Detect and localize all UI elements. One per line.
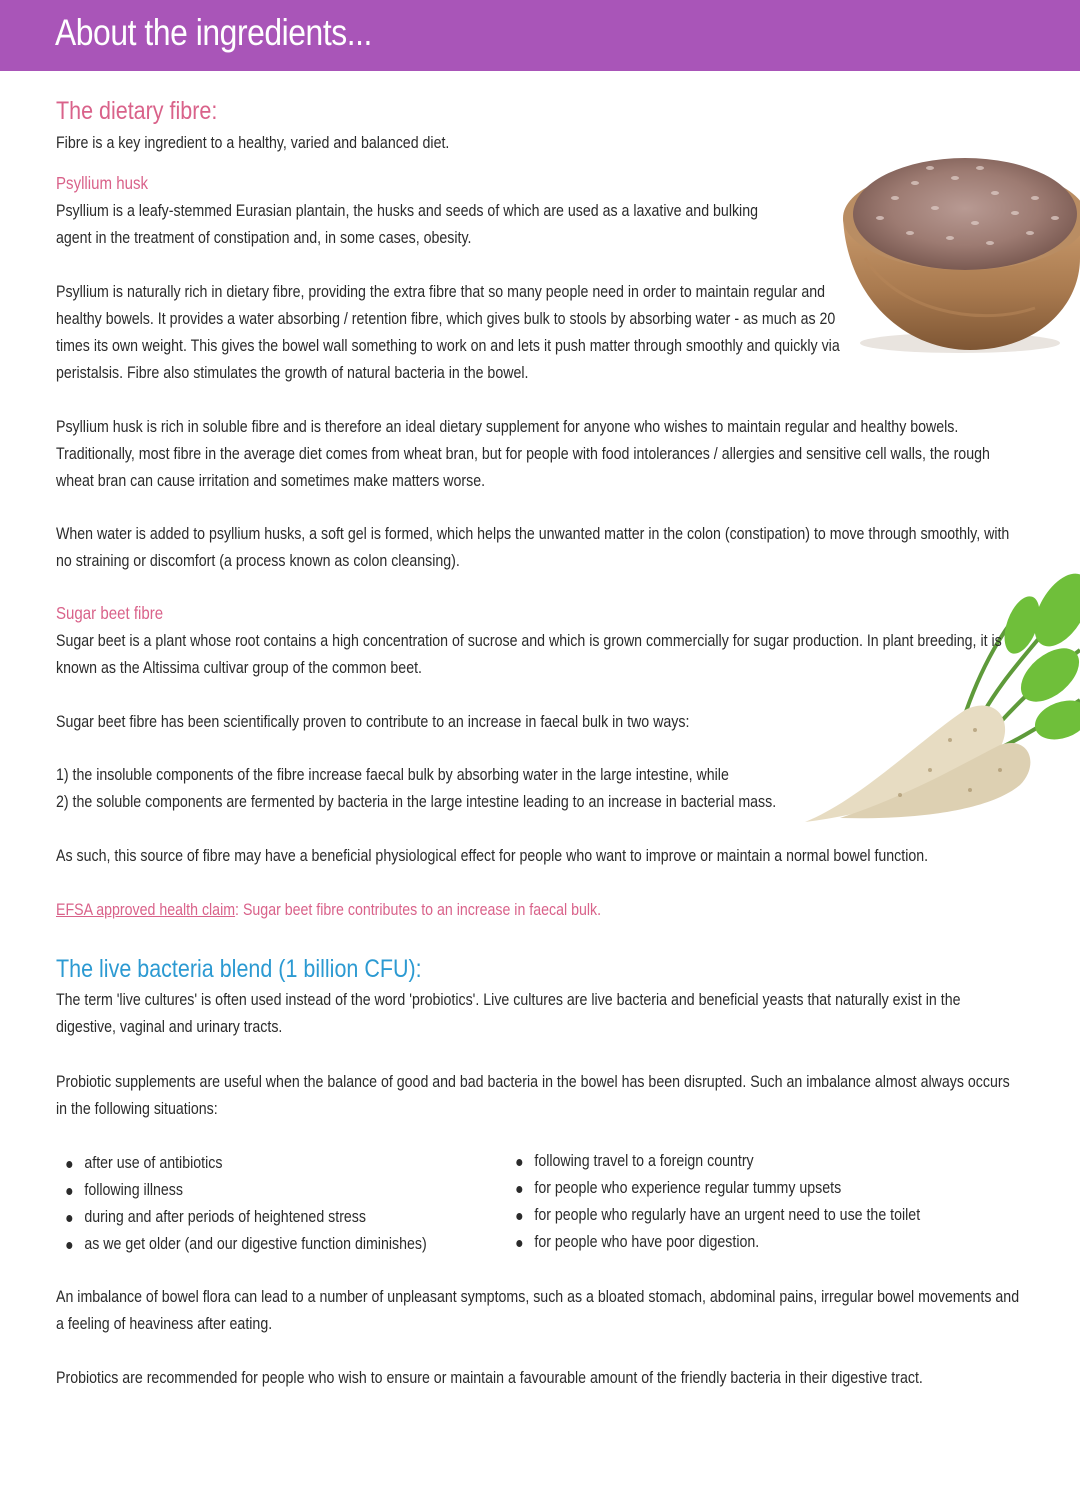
situations-list-right <box>506 1148 920 1256</box>
psyllium-bowl-image <box>835 138 1080 356</box>
bacteria-paragraph-2: Probiotic supplements are useful when the balance of good and bad bacteria in the bowel has been disrupted. Such an imbalance almost always occurs in the following situations: <box>56 1073 1010 1118</box>
page-title: About the ingredients... <box>55 12 372 53</box>
bacteria-paragraph-1: The term 'live cultures' is often used instead of the word 'probiotics'. Live cultures are live bacteria and beneficial yeasts that naturally exist in the digestive, vaginal and urinary tracts. <box>56 991 961 1036</box>
efsa-claim-link[interactable]: EFSA approved health claim <box>56 901 236 919</box>
section-heading-bacteria: The live bacteria blend (1 billion CFU): <box>56 955 422 983</box>
efsa-claim <box>56 897 601 924</box>
efsa-claim-text: : Sugar beet fibre contributes to an increase in faecal bulk. <box>235 901 602 919</box>
list-item: following travel to a foreign country <box>506 1148 920 1175</box>
list-item: during and after periods of heightened stress <box>56 1204 427 1231</box>
psyllium-paragraph-4: When water is added to psyllium husks, a soft gel is formed, which helps the unwanted matter in the colon (constipation) to move through smoothly, with no straining or discomfort (a process known as colon cleansing). <box>56 525 1010 570</box>
sugar-beet-image <box>800 570 1080 832</box>
sugar-beet-paragraph-2: Sugar beet fibre has been scientifically proven to contribute to an increase in faecal bulk in two ways: <box>56 713 690 731</box>
list-item: as we get older (and our digestive function diminishes) <box>56 1231 427 1258</box>
list-item: for people who regularly have an urgent need to use the toilet <box>506 1202 920 1229</box>
fibre-intro: Fibre is a key ingredient to a healthy, varied and balanced diet. <box>56 134 450 152</box>
section-heading-fibre: The dietary fibre: <box>56 97 218 125</box>
psyllium-paragraph-3: Psyllium husk is rich in soluble fibre and is therefore an ideal dietary supplement for anyone who wishes to maintain regular and healthy bowels. Traditionally, most fibre in the average diet comes from wheat bran, but for people with food intolerances / allergies and sensitive cell walls, the rough wheat bran can cause irritation and sometimes make matters worse. <box>56 418 990 490</box>
psyllium-paragraph-1: Psyllium is a leafy-stemmed Eurasian plantain, the husks and seeds of which are used as a laxative and bulking agent in the treatment of constipation and, in some cases, obesity. <box>56 202 759 247</box>
list-item: for people who experience regular tummy upsets <box>506 1175 920 1202</box>
sugar-beet-point-1: 1) the insoluble components of the fibre increase faecal bulk by absorbing water in the large intestine, while <box>56 766 729 784</box>
sugar-beet-paragraph-1: Sugar beet is a plant whose root contains a high concentration of sucrose and which is grown commercially for sugar production. In plant breeding, it is known as the Altissima cultivar group of the common beet. <box>56 632 1002 677</box>
list-item: after use of antibiotics <box>56 1150 427 1177</box>
list-item: following illness <box>56 1177 427 1204</box>
subheading-sugar-beet: Sugar beet fibre <box>56 603 164 623</box>
list-item: for people who have poor digestion. <box>506 1229 920 1256</box>
bacteria-paragraph-3: An imbalance of bowel flora can lead to a number of unpleasant symptoms, such as a bloated stomach, abdominal pains, irregular bowel movements and a feeling of heaviness after eating. <box>56 1288 1020 1333</box>
subheading-psyllium: Psyllium husk <box>56 173 149 193</box>
page-header <box>0 0 1080 71</box>
bacteria-paragraph-4: Probiotics are recommended for people who wish to ensure or maintain a favourable amount of the friendly bacteria in their digestive tract. <box>56 1369 923 1387</box>
sugar-beet-paragraph-3: As such, this source of fibre may have a beneficial physiological effect for people who want to improve or maintain a normal bowel function. <box>56 847 929 865</box>
sugar-beet-point-2: 2) the soluble components are fermented by bacteria in the large intestine leading to an increase in bacterial mass. <box>56 793 777 811</box>
psyllium-paragraph-2: Psyllium is naturally rich in dietary fibre, providing the extra fibre that so many people need in order to maintain regular and healthy bowels. It provides a water absorbing / retention fibre, which gives bulk to stools by absorbing water - as much as 20 times its own weight. This gives the bowel wall something to work on and lets it push matter through smoothly and quickly via peristalsis. Fibre also stimulates the growth of natural bacteria in the bowel. <box>56 283 840 382</box>
situations-list-left <box>56 1150 427 1258</box>
